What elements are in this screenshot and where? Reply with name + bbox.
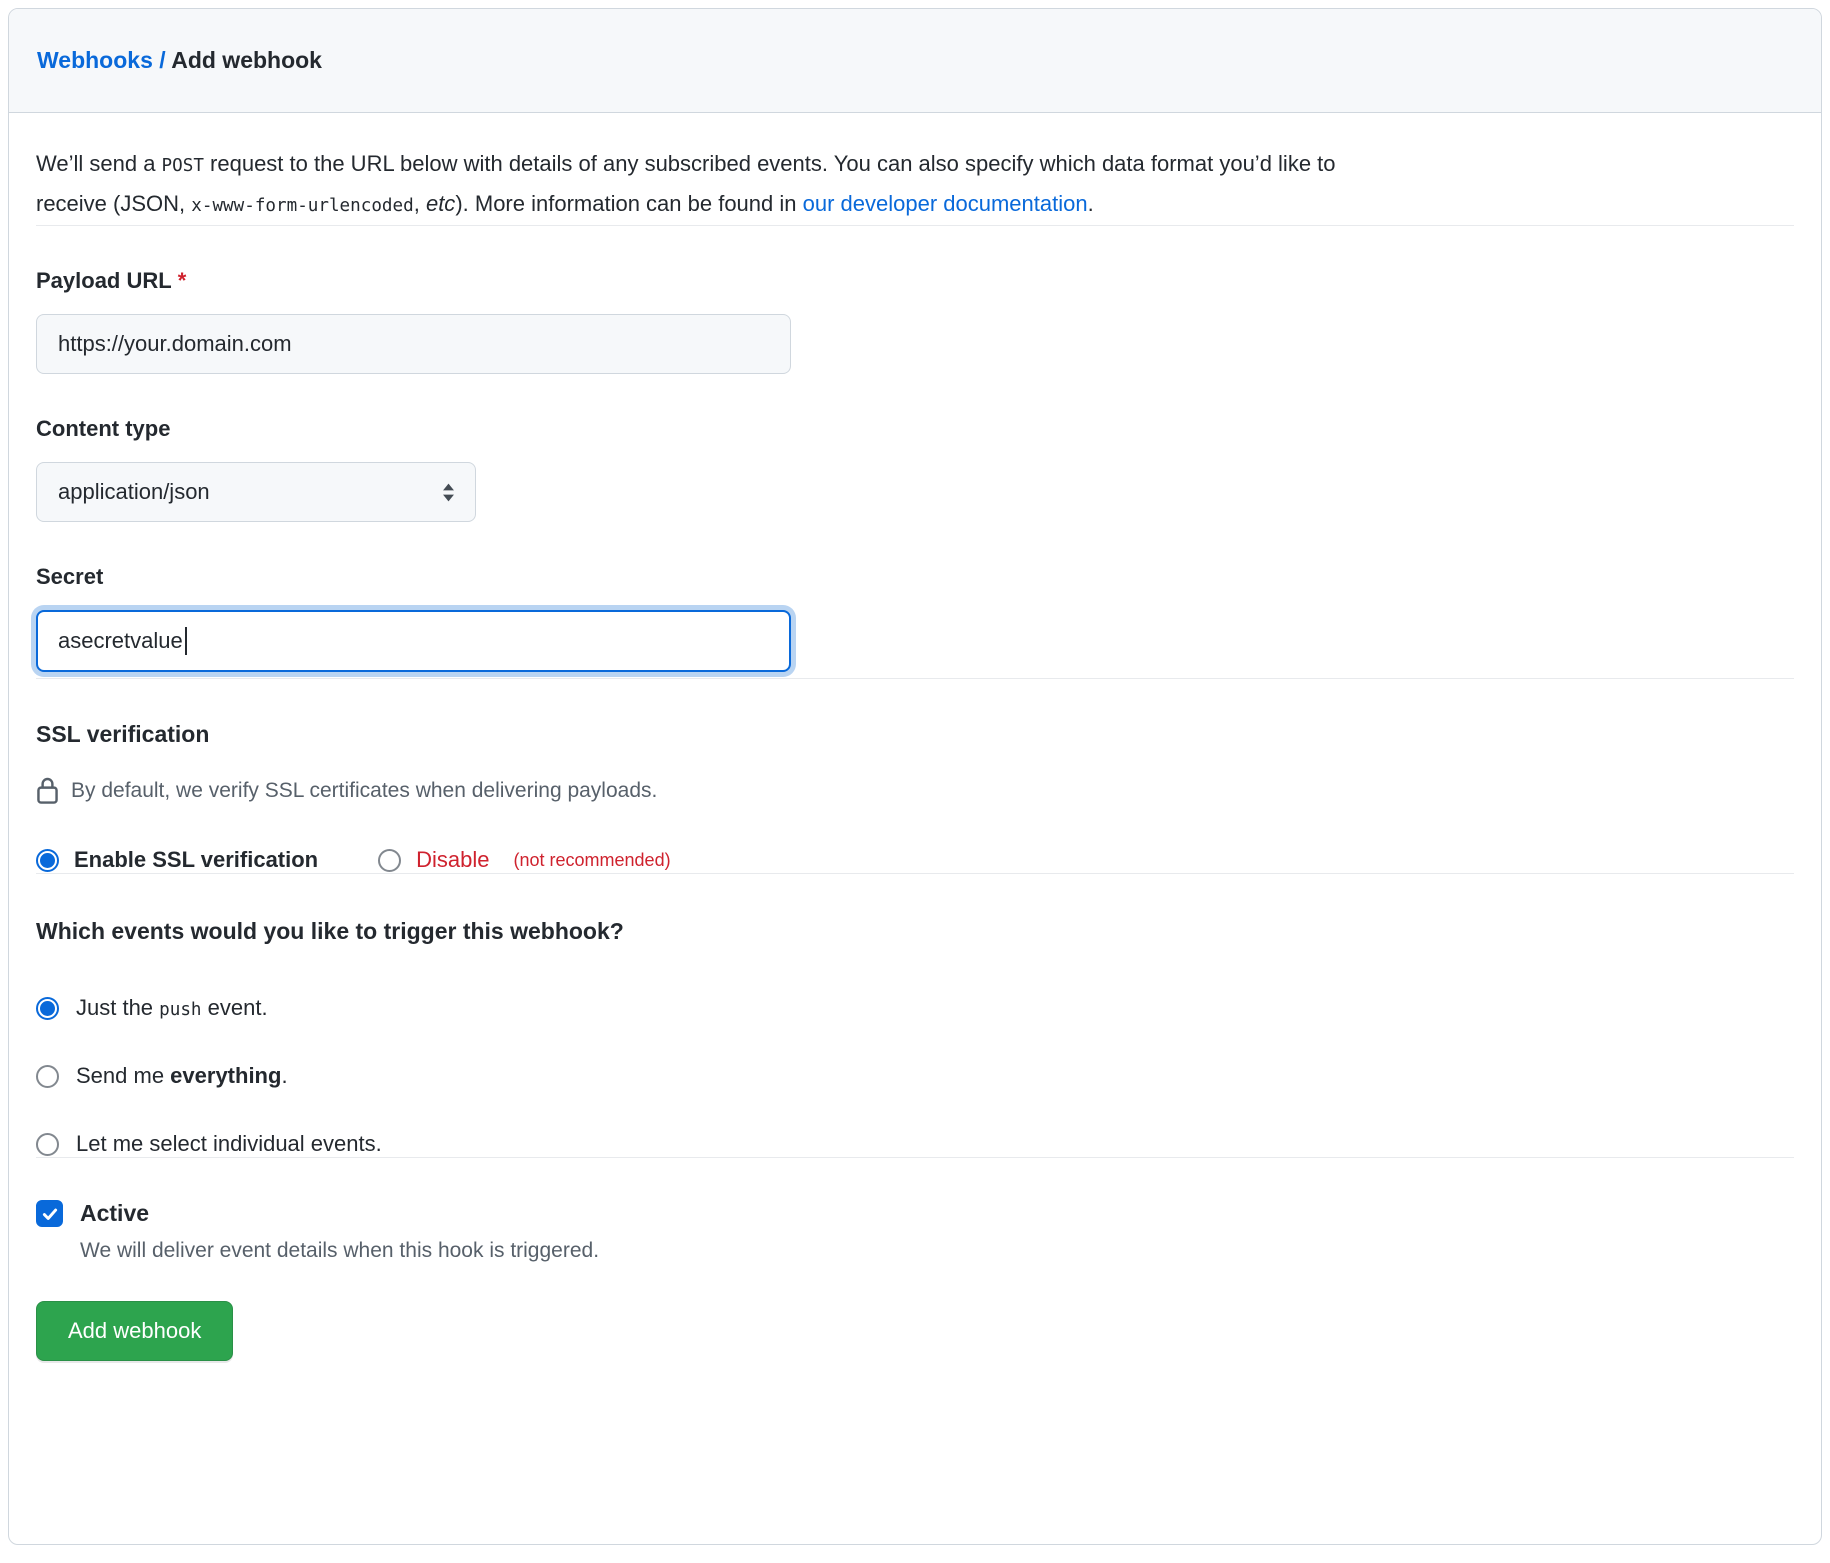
breadcrumb bbox=[9, 9, 1821, 113]
event-option-just-push bbox=[36, 995, 1794, 1021]
text-segment-normal: . bbox=[1087, 191, 1094, 216]
text-segment-normal: We’ll send a bbox=[36, 151, 162, 176]
breadcrumb-webhooks-link[interactable]: Webhooks / bbox=[37, 47, 166, 73]
developer-documentation-link[interactable]: our developer documentation bbox=[802, 191, 1088, 216]
text-caret bbox=[185, 627, 187, 655]
event-option-everything-radio[interactable] bbox=[36, 1065, 59, 1088]
disable-ssl-label: Disable bbox=[416, 847, 490, 872]
checkmark-icon bbox=[41, 1205, 59, 1223]
text-segment-normal: ). More information can be found in bbox=[455, 191, 803, 216]
secret-value: asecretvalue bbox=[58, 628, 183, 653]
text-segment-normal: event. bbox=[201, 995, 268, 1020]
text-segment-code: POST bbox=[161, 156, 204, 176]
disable-ssl-radio[interactable] bbox=[378, 849, 401, 872]
text-segment-normal: Send me bbox=[76, 1063, 171, 1088]
divider bbox=[36, 1157, 1794, 1158]
enable-ssl-option bbox=[36, 847, 318, 873]
webhook-form bbox=[9, 113, 1821, 1361]
lock-icon bbox=[36, 776, 59, 805]
divider bbox=[36, 873, 1794, 874]
divider bbox=[36, 678, 1794, 679]
ssl-verification-heading: SSL verification bbox=[36, 721, 210, 747]
text-segment-code: push bbox=[159, 1000, 202, 1020]
secret-input[interactable] bbox=[36, 610, 791, 672]
payload-url-input[interactable] bbox=[36, 314, 791, 374]
events-question: Which events would you like to trigger this webhook? bbox=[36, 918, 624, 944]
event-option-everything bbox=[36, 1063, 1794, 1089]
add-webhook-card bbox=[8, 8, 1822, 1545]
text-segment-normal: , bbox=[413, 191, 426, 216]
event-option-individual bbox=[36, 1131, 1794, 1157]
enable-ssl-label: Enable SSL verification bbox=[74, 847, 319, 872]
disable-ssl-option bbox=[378, 847, 670, 873]
active-checkbox[interactable] bbox=[36, 1200, 63, 1227]
text-segment-normal: Just the bbox=[76, 995, 160, 1020]
content-type-value: application/json bbox=[58, 479, 210, 504]
event-option-everything-label bbox=[76, 1063, 288, 1089]
active-label: Active bbox=[80, 1200, 150, 1226]
divider bbox=[36, 225, 1794, 226]
text-segment-normal: . bbox=[281, 1063, 288, 1088]
secret-label: Secret bbox=[36, 564, 104, 589]
ssl-options bbox=[36, 847, 1794, 873]
event-option-just-push-label bbox=[76, 995, 268, 1021]
event-option-individual-radio[interactable] bbox=[36, 1133, 59, 1156]
payload-url-label: Payload URL * bbox=[36, 268, 187, 293]
intro-text bbox=[36, 145, 1794, 225]
ssl-note-text: By default, we verify SSL certificates when delivering payloads. bbox=[71, 778, 658, 802]
text-segment-normal: request to the URL below with details of any subscribed events. You can also specify which data format you’d like to bbox=[203, 151, 1336, 176]
text-segment-bold: everything bbox=[170, 1063, 282, 1088]
text-segment-code: x-www-form-urlencoded bbox=[191, 196, 414, 216]
page-title: Add webhook bbox=[171, 47, 322, 73]
active-description: We will deliver event details when this hook is triggered. bbox=[80, 1239, 600, 1262]
content-type-select[interactable] bbox=[36, 462, 476, 522]
text-segment-normal: Let me select individual events. bbox=[76, 1131, 382, 1156]
required-asterisk: * bbox=[177, 268, 187, 293]
text-segment-normal: receive (JSON, bbox=[36, 191, 192, 216]
event-option-just-push-radio[interactable] bbox=[36, 997, 59, 1020]
ssl-note bbox=[36, 776, 1794, 805]
active-setting bbox=[36, 1200, 1794, 1227]
disable-ssl-note: (not recommended) bbox=[513, 849, 671, 870]
event-option-individual-label bbox=[76, 1131, 382, 1157]
enable-ssl-radio[interactable] bbox=[36, 849, 59, 872]
chevron-updown-icon bbox=[440, 482, 457, 503]
add-webhook-button[interactable]: Add webhook bbox=[36, 1301, 233, 1361]
text-segment-italic: etc bbox=[425, 191, 456, 216]
content-type-label: Content type bbox=[36, 416, 171, 441]
